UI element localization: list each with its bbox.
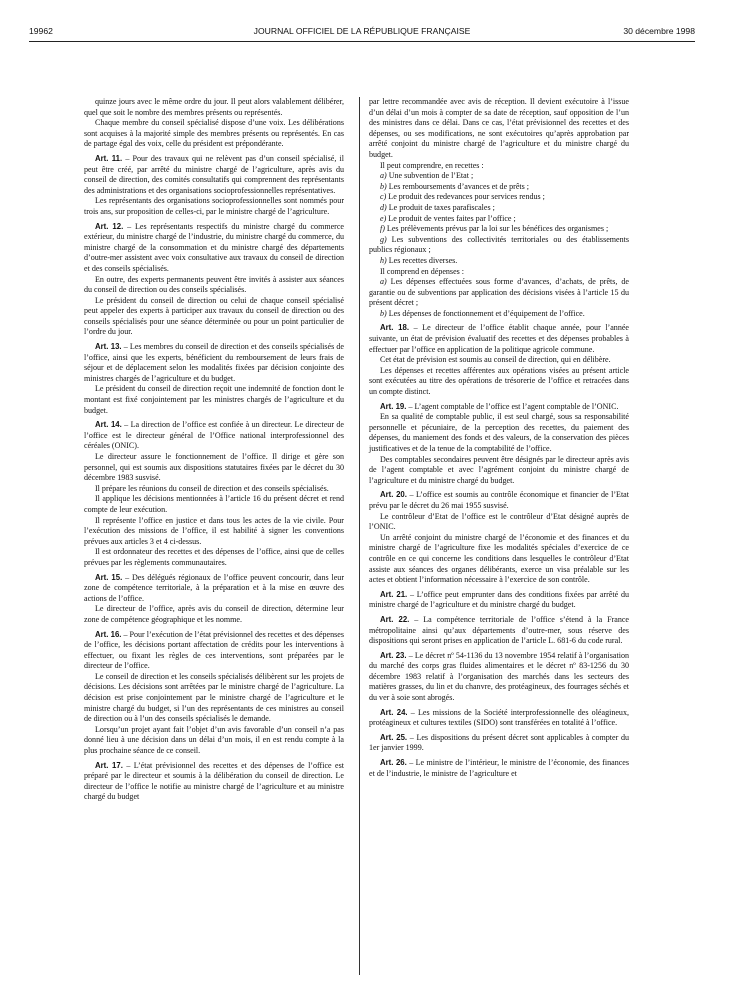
article-paragraph — [369, 615, 629, 647]
paragraph-text: Il peut comprendre, en recettes : — [380, 160, 484, 170]
paragraph-text: Les dépenses de fonctionnement et d’équipement de l’office. — [386, 308, 585, 318]
paragraph — [369, 256, 629, 267]
paragraph — [84, 516, 344, 548]
list-letter: a) — [380, 171, 387, 181]
paragraph — [84, 296, 344, 338]
article-paragraph — [369, 323, 629, 355]
paragraph-text: Le contrôleur d’Etat de l’office est le contrôleur d’Etat désigné auprès de l’ONIC. — [369, 511, 629, 532]
paragraph-text: – Le directeur de l’office établit chaque année, pour l’année suivante, un état de prévision évaluatif des recettes et des dépenses probables à effectuer par l’office en application de la politique agricole commune. — [369, 323, 629, 354]
paragraph-text: – L’office peut emprunter dans des conditions fixées par arrêté du ministre chargé de l’agriculture et du ministre chargé du budget. — [369, 589, 629, 610]
article-paragraph — [369, 733, 629, 754]
paragraph-text: Le président du conseil de direction reçoit une indemnité de fonction dont le montant est fixé conjointement par les ministres chargés de l’agriculture et du budget. — [84, 384, 344, 415]
paragraph-text: Le directeur assure le fonctionnement de l’office. Il dirige et gère son personnel, qui est soumis aux dispositions statutaires fixées par le décret du 30 décembre 1983 susvisé. — [84, 452, 344, 483]
article-number: Art. 19. — [380, 401, 407, 411]
paragraph-text: Le conseil de direction et les conseils spécialisés délibèrent sur les projets de décisions. Les décisions sont arrêtées par le ministre chargé de l’agriculture. La décision est prise conjointement par le ministre chargé de l’agriculture et le ministre chargé du budget, si l’un des représentants de ces ministres au conseil de direction ou à l’un des conseils spécialisés le demande. — [84, 671, 344, 724]
paragraph — [369, 412, 629, 454]
paragraph-text: Le produit de taxes parafiscales ; — [386, 202, 495, 212]
paragraph-text: Les dépenses effectuées sous forme d’avances, d’achats, de prêts, de garantie ou de subventions par application des décisions visées à l’article 15 du présent décret ; — [369, 277, 629, 308]
article-paragraph — [84, 154, 344, 196]
paragraph-text: quinze jours avec le même ordre du jour. Il peut alors valablement délibérer, quel que soit le nombre des membres présents ou représentés. — [84, 97, 344, 117]
article-paragraph — [369, 402, 629, 413]
paragraph-text: Le président du conseil de direction ou celui de chaque conseil spécialisé peut appeler des experts à participer aux travaux du conseil de direction ou des conseils spécialisés pour une séance déterminée ou pour un point particulier de l’ordre du jour. — [84, 295, 344, 337]
paragraph-text: Les prélèvements prévus par la loi sur les bénéfices des organismes ; — [384, 224, 609, 234]
paragraph — [369, 203, 629, 214]
article-number: Art. 20. — [380, 490, 407, 500]
paragraph-text: – Pour des travaux qui ne relèvent pas d’un conseil spécialisé, il peut être créé, par arrêté du ministre chargé de l’agriculture, après avis du conseil de direction, des comités consultatifs qui comprennent des représentants des administrations et des organisations socioprofessionnelles représentatives. — [84, 153, 344, 195]
article-number: Art. 17. — [95, 760, 123, 770]
paragraph-text: Il représente l’office en justice et dans tous les actes de la vie civile. Pour l’exécution des missions de l’office, il est habilité à signer les conventions prévues aux articles 3 et 4 ci-dessus. — [84, 515, 344, 546]
journal-title: JOURNAL OFFICIEL DE LA RÉPUBLIQUE FRANÇAISE — [253, 26, 471, 36]
issue-date: 30 décembre 1998 — [623, 26, 695, 36]
paragraph — [369, 277, 629, 309]
paragraph-text: Chaque membre du conseil spécialisé dispose d’une voix. Les délibérations sont acquises à la majorité simple des membres présents ou représentés. En cas de partage égal des voix, celle du président est prépondérante. — [84, 118, 344, 149]
paragraph — [84, 494, 344, 515]
article-paragraph — [84, 761, 344, 803]
article-paragraph — [369, 758, 629, 779]
article-number: Art. 15. — [95, 572, 123, 582]
paragraph — [369, 455, 629, 487]
paragraph-text: – Les missions de la Société interprofessionnelle des oléagineux, protéagineux et cultures textiles (SIDO) sont transférées en totalité à l’office. — [369, 707, 629, 728]
paragraph — [369, 161, 629, 172]
paragraph-text: – Les membres du conseil de direction et des conseils spécialisés de l’office, ainsi que les experts, bénéficient du remboursement de leurs frais de séjour et de déplacement selon les modalités fixées par décision conjointe des ministres chargés de l’agriculture et du budget. — [84, 342, 345, 383]
paragraph — [369, 235, 629, 256]
paragraph-text: Les dépenses et recettes afférentes aux opérations visées au présent article sont exécutées au titre des opérations de trésorerie de l’office et retracées dans un compte distinct. — [369, 365, 629, 397]
paragraph — [84, 196, 344, 217]
paragraph-text: Une subvention de l’Etat ; — [386, 171, 474, 181]
article-paragraph — [369, 708, 629, 729]
paragraph — [84, 604, 344, 625]
paragraph — [369, 214, 629, 225]
paragraph — [369, 366, 629, 398]
paragraph — [369, 355, 629, 366]
paragraph — [84, 384, 344, 416]
paragraph-text: – Le ministre de l’intérieur, le ministre de l’économie, des finances et de l’industrie, le ministre de l’agriculture et — [369, 758, 629, 778]
article-paragraph — [84, 342, 344, 384]
left-column — [84, 97, 344, 803]
paragraph — [84, 725, 344, 757]
paragraph — [84, 484, 344, 495]
list-letter: b) — [380, 308, 387, 318]
paragraph — [84, 97, 344, 118]
paragraph — [369, 171, 629, 182]
article-paragraph — [84, 630, 344, 672]
paragraph — [84, 452, 344, 484]
paragraph-text: Les recettes diverses. — [386, 255, 458, 265]
list-letter: g) — [380, 234, 387, 244]
paragraph-text: Cet état de prévision est soumis au conseil de direction, qui en délibère. — [380, 355, 611, 365]
paragraph-text: Il applique les décisions mentionnées à l’article 16 du présent décret et rend compte de leur exécution. — [84, 494, 344, 514]
paragraph-text: Le produit de ventes faites par l’office ; — [386, 213, 516, 223]
paragraph-text: – Des délégués régionaux de l’office peuvent concourir, dans leur zone de compétence territoriale, à la préparation et à la mise en œuvre des actions de l’office. — [84, 572, 344, 603]
paragraph-text: En sa qualité de comptable public, il est seul chargé, sous sa responsabilité personnelle et pécuniaire, de la perception des recettes, du paiement des dépenses, du maniement des fonds et des valeurs, de la conservation des pièces justificatives et de la tenue de la comptabilité de l’office. — [369, 412, 629, 453]
article-number: Art. 23. — [380, 650, 407, 660]
paragraph-text: Le directeur de l’office, après avis du conseil de direction, détermine leur zone de compétence géographique et les nomme. — [84, 604, 344, 624]
paragraph-text: – La direction de l’office est confiée à un directeur. Le directeur de l’office est le directeur général de l’Office national interprofessionnel des céréales (ONIC). — [84, 420, 344, 451]
paragraph — [84, 672, 344, 725]
paragraph-text: – Pour l’exécution de l’état prévisionnel des recettes et des dépenses de l’office, les décisions portant affectation de crédits pour les interventions à effectuer, ou fixant les règles de ces interventions, sont préparées par le directeur de l’office. — [84, 629, 344, 671]
article-number: Art. 12. — [95, 221, 124, 231]
paragraph-text: Les représentants des organisations socioprofessionnelles sont nommés pour trois ans, sur proposition de celles-ci, par le ministre chargé de l’agriculture. — [84, 196, 344, 216]
paragraph-text: Il est ordonnateur des recettes et des dépenses de l’office, ainsi que de celles prévues par les règlements communautaires. — [84, 547, 344, 567]
list-letter: d) — [380, 202, 387, 212]
article-number: Art. 18. — [380, 323, 409, 333]
paragraph-text: Il comprend en dépenses : — [380, 266, 465, 276]
paragraph-text: Les subventions des collectivités territoriales ou des établissements publics régionaux ; — [369, 234, 629, 255]
paragraph — [369, 224, 629, 235]
article-number: Art. 21. — [380, 589, 408, 599]
list-letter: b) — [380, 181, 387, 191]
paragraph-text: Les remboursements d’avances et de prêts ; — [386, 181, 530, 191]
article-number: Art. 25. — [380, 732, 408, 742]
paragraph-text: – Les dispositions du présent décret sont applicables à compter du 1er janvier 1999. — [369, 732, 629, 753]
list-letter: e) — [380, 213, 387, 223]
paragraph-text: Le produit des redevances pour services rendus ; — [386, 192, 545, 202]
paragraph — [84, 275, 344, 296]
paragraph-text: – Le décret nº 54-1136 du 13 novembre 1954 relatif à l’organisation du marché des corps gras fluides alimentaires et le décret nº 83-1256 du 30 décembre 1983 relatif à l’organisation des marchés dans les secteurs des matières grasses, du lin et du chanvre, des protéagineux, des fourrages séchés et du ver à soie sont abrogés. — [369, 650, 629, 703]
paragraph — [84, 118, 344, 150]
header-rule — [29, 41, 695, 42]
article-number: Art. 11. — [95, 153, 123, 163]
article-number: Art. 13. — [95, 342, 122, 352]
column-divider — [359, 97, 360, 975]
list-letter: h) — [380, 255, 387, 265]
paragraph — [369, 97, 629, 161]
paragraph-text: Il prépare les réunions du conseil de direction et des conseils spécialisés. — [95, 483, 329, 493]
page-number: 19962 — [29, 26, 53, 36]
paragraph-text: – L’agent comptable de l’office est l’agent comptable de l’ONIC. — [406, 401, 619, 411]
right-column — [369, 97, 629, 779]
paragraph — [369, 512, 629, 533]
paragraph-text: En outre, des experts permanents peuvent être invités à assister aux séances du conseil de direction ou des conseils spécialisés. — [84, 274, 344, 295]
paragraph-text: – Les représentants respectifs du ministre chargé du commerce extérieur, du ministre chargé de l’industrie, du ministre chargé du commerce, du ministre chargé de la consommation et du ministre chargé des départements d’outre-mer assistent avec voix consultative aux travaux du conseil de direction et des conseils spécialisés. — [84, 221, 344, 273]
article-paragraph — [369, 590, 629, 611]
article-paragraph — [369, 490, 629, 511]
article-paragraph — [84, 573, 344, 605]
paragraph — [369, 267, 629, 278]
paragraph — [369, 192, 629, 203]
paragraph-text: – L’office est soumis au contrôle économique et financier de l’Etat prévu par le décret du 26 mai 1955 susvisé. — [369, 490, 629, 510]
running-header — [29, 26, 695, 40]
article-number: Art. 14. — [95, 420, 122, 430]
list-letter: c) — [380, 192, 387, 202]
paragraph — [369, 533, 629, 586]
paragraph — [369, 309, 629, 320]
article-paragraph — [84, 420, 344, 452]
article-number: Art. 24. — [380, 707, 408, 717]
article-paragraph — [369, 651, 629, 704]
paragraph — [84, 547, 344, 568]
list-letter: a) — [380, 277, 387, 287]
paragraph-text: – La compétence territoriale de l’office s’étend à la France métropolitaine ainsi qu’aux départements d’outre-mer, sous réserve des dispositions qui seront prises en application de l’article L. 681-6 du code rural. — [369, 614, 629, 646]
paragraph-text: – L’état prévisionnel des recettes et des dépenses de l’office est préparé par le directeur et soumis à la délibération du conseil de direction. Le directeur de l’office le notifie au ministre chargé de l’agriculture et au ministre chargé du budget — [84, 760, 344, 802]
list-letter: f) — [380, 224, 385, 234]
article-paragraph — [84, 222, 344, 275]
article-number: Art. 16. — [95, 629, 122, 639]
paragraph — [369, 182, 629, 193]
paragraph-text: Lorsqu’un projet ayant fait l’objet d’un avis favorable d’un conseil n’a pas donné lieu à une décision dans un délai d’un mois, il en est rendu compte à la plus prochaine séance de ce conseil. — [84, 724, 344, 756]
article-number: Art. 26. — [380, 758, 407, 768]
paragraph-text: par lettre recommandée avec avis de réception. Il devient exécutoire à l’issue d’un délai d’un mois à compter de sa date de réception, sauf opposition de l’un des ministres dans ce délai. Dans ce cas, l’état prévisionnel des recettes et des dépenses, ou ses modifications, ne sont exécutoires qu’après approbation par arrêté conjoint du ministre chargé de l’agriculture et du ministre chargé du budget. — [369, 97, 629, 159]
paragraph-text: Un arrêté conjoint du ministre chargé de l’économie et des finances et du ministre chargé de l’agriculture fixe les modalités spéciales d’exercice de ce contrôle en ce qui concerne les conditions dans lesquelles le contrôleur d’Etat assiste aux séances des organes délibérants, exerce un visa préalable sur les actes et obtient l’information nécessaire à l’exercice de son contrôle. — [369, 532, 629, 585]
article-number: Art. 22. — [380, 614, 410, 624]
paragraph-text: Des comptables secondaires peuvent être désignés par le directeur après avis de l’agent comptable et avec l’agrément conjoint du ministre chargé de l’agriculture et du ministre chargé du budget. — [369, 454, 629, 485]
